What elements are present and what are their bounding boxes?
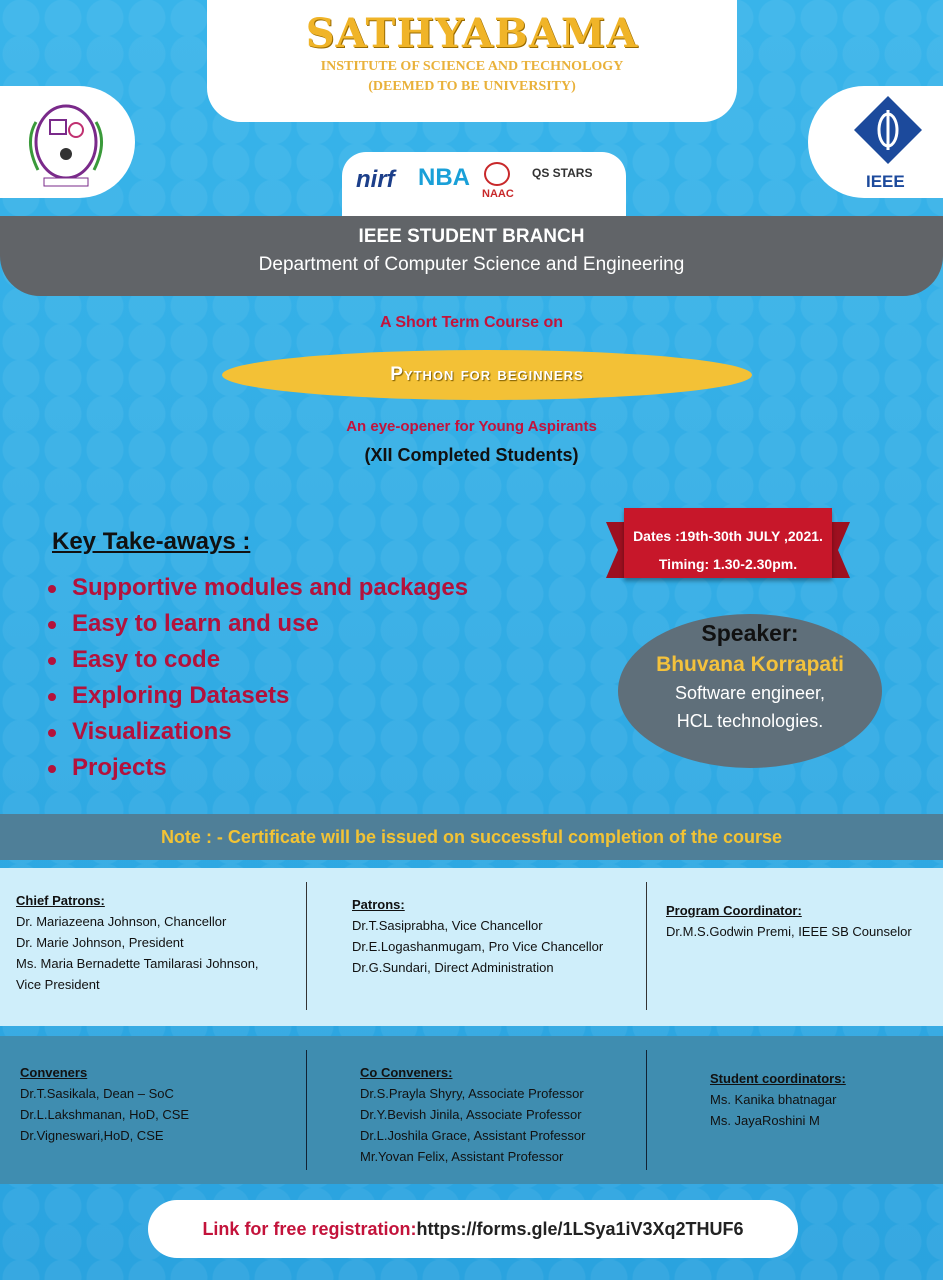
program-coordinator: Program Coordinator: Dr.M.S.Godwin Premi, IEEE SB Counselor — [666, 903, 912, 939]
conveners: Conveners Dr.T.Sasikala, Dean – SoC Dr.L.Lakshmanan, HoD, CSE Dr.Vigneswari,HoD, CSE — [20, 1065, 190, 1143]
course-tagline: An eye-opener for Young Aspirants — [346, 418, 597, 435]
chief-patrons: Chief Patrons: Dr. Mariazeena Johnson, Chancellor Dr. Marie Johnson, President Ms. Maria Bernadette Tamilarasi Johnson, Vice President — [16, 893, 259, 992]
list-item: Projects — [48, 750, 468, 786]
schedule-timing: Timing: 1.30-2.30pm. — [658, 556, 798, 572]
certificate-note: Note : - Certificate will be issued on successful completion of the course — [0, 814, 943, 860]
sathyabama-logo — [0, 86, 135, 198]
ieee-label: IEEE — [866, 172, 905, 191]
bullet-icon — [48, 729, 56, 737]
speaker-badge — [618, 614, 882, 768]
bullet-icon — [48, 693, 56, 701]
student-coordinators: Student coordinators: Ms. Kanika bhatnagar Ms. JayaRoshini M — [710, 1071, 846, 1128]
list-item: Easy to code — [48, 642, 468, 678]
speaker-name: Bhuvana Korrapati — [656, 653, 844, 676]
bullet-icon — [48, 585, 56, 593]
institution-subtitle-1: INSTITUTE OF SCIENCE AND TECHNOLOGY — [320, 59, 624, 74]
course-audience: (XII Completed Students) — [364, 445, 579, 465]
list-item: Supportive modules and packages — [48, 570, 468, 606]
key-takeaways-list — [48, 570, 468, 786]
schedule-dates: Dates :19th-30th JULY ,2021. — [633, 528, 823, 544]
department-band — [0, 216, 943, 296]
bullet-icon — [48, 657, 56, 665]
speaker-label: Speaker: — [701, 620, 799, 646]
registration-box — [148, 1200, 798, 1258]
patrons: Patrons: Dr.T.Sasiprabha, Vice Chancellor Dr.E.Logashanmugam, Pro Vice Chancellor Dr.G.Sundari, Direct Administration — [352, 897, 604, 975]
speaker-role-2: HCL technologies. — [676, 711, 824, 731]
conveners-panel — [0, 1036, 943, 1184]
ieee-logo — [808, 86, 943, 198]
student-branch-title: IEEE STUDENT BRANCH — [358, 226, 585, 247]
patrons-panel — [0, 868, 943, 1026]
list-item: Exploring Datasets — [48, 678, 468, 714]
accreditation-logos — [342, 152, 626, 218]
nirf-logo: nirf — [356, 166, 395, 193]
qs-stars-logo: QS STARS — [532, 166, 593, 180]
institution-name: SATHYABAMA — [305, 10, 639, 57]
sathyabama-emblem-icon — [14, 92, 124, 192]
registration-link[interactable]: https://forms.gle/1LSya1iV3Xq2THUF6 — [416, 1219, 744, 1239]
list-item: Easy to learn and use — [48, 606, 468, 642]
schedule-ribbon — [606, 508, 850, 586]
ieee-diamond-icon — [848, 92, 928, 172]
institution-subtitle-2: (DEEMED TO BE UNIVERSITY) — [368, 79, 576, 94]
naac-emblem-icon — [484, 162, 510, 186]
naac-logo: NAAC — [482, 188, 514, 200]
department-title: Department of Computer Science and Engineering — [258, 254, 685, 275]
registration-label: Link for free registration: — [202, 1219, 417, 1239]
course-intro: A Short Term Course on — [379, 314, 564, 331]
course-title: Python for beginners — [222, 350, 752, 400]
co-conveners: Co Conveners: Dr.S.Prayla Shyry, Associate Professor Dr.Y.Bevish Jinila, Associate Professor Dr.L.Joshila Grace, Assistant Professor Mr.Yovan Felix, Assistant Professor — [360, 1065, 586, 1164]
bullet-icon — [48, 621, 56, 629]
bullet-icon — [48, 765, 56, 773]
key-takeaways-title: Key Take-aways : — [52, 528, 251, 555]
speaker-role-1: Software engineer, — [674, 683, 826, 703]
nba-logo: NBA — [418, 164, 470, 191]
institution-header — [207, 0, 737, 122]
list-item: Visualizations — [48, 714, 468, 750]
